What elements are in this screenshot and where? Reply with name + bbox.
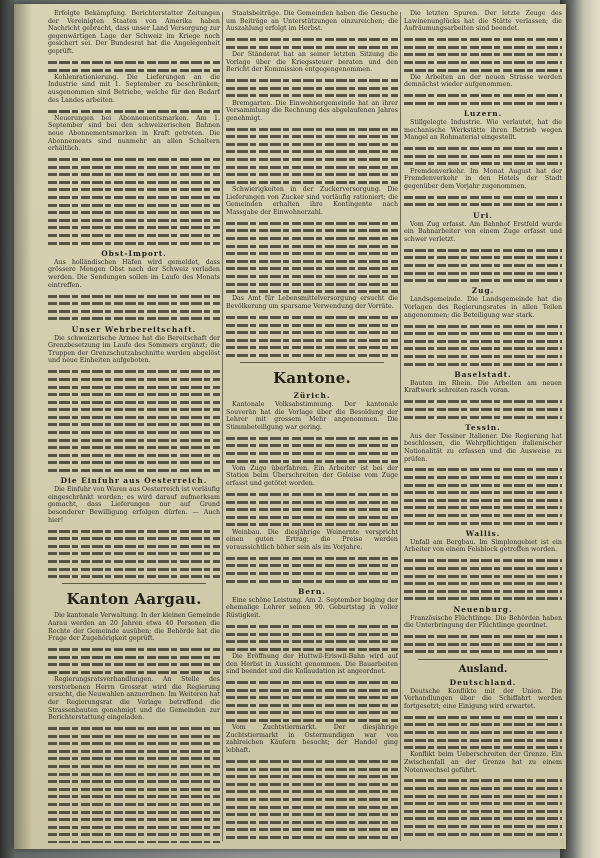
filler <box>226 679 398 687</box>
filler <box>48 573 220 581</box>
filler <box>226 257 398 265</box>
filler <box>226 273 398 281</box>
article-paragraph: Die schweizerische Armee hat die Bereitschaft der Grenzbesetzung im Laufe des Sommers ergänzt; die Truppen der Grenzschutzabschnitte werden abgelöst und neue Einheiten aufgeboten. <box>48 334 220 365</box>
filler <box>404 713 562 721</box>
filler <box>404 633 562 641</box>
filler <box>404 736 562 744</box>
filler <box>404 474 562 482</box>
filler <box>226 702 398 710</box>
section-title: Uri. <box>473 210 493 220</box>
filler <box>404 489 562 497</box>
filler <box>404 254 562 262</box>
article-paragraph: Bremgarten. Die Einwohnergemeinde hat an ihrer Versammlung die Rechnung des abgelaufenen Jahres genehmigt. <box>226 99 398 122</box>
filler <box>226 773 398 781</box>
filler <box>226 84 398 92</box>
filler <box>226 570 398 578</box>
sub-heading: Zürich. <box>293 391 331 401</box>
filler <box>48 201 220 209</box>
filler <box>404 572 562 580</box>
filler <box>48 436 220 444</box>
article-paragraph: Weinbau. Die diesjährige Weinernte verspricht einen guten Ertrag; die Preise werden voraussichtlich höher sein als im Vorjahre. <box>226 528 398 551</box>
filler <box>48 398 220 406</box>
filler <box>226 235 398 243</box>
filler <box>404 193 562 201</box>
filler <box>404 246 562 254</box>
filler <box>226 288 398 296</box>
filler <box>404 51 562 59</box>
article-paragraph: Die kantonale Verwaltung. In der kleinen Gemeinde Aarau werden an 20 Jahren etwa 40 Personen die Rechte der Gemeinde ausüben; die Behörde hat die Frage der Zugehörigkeit geprüft. <box>48 612 220 643</box>
filler <box>48 300 220 308</box>
filler <box>48 793 220 801</box>
filler <box>48 535 220 543</box>
filler <box>48 315 220 323</box>
filler <box>404 66 562 74</box>
article-paragraph: Aus holländischen Häfen wird gemeldet, dass grössere Mengen Obst nach der Schweiz verladen werden. Die Sendungen sollen im Laufe des Monats eintreffen. <box>48 258 220 289</box>
filler <box>48 444 220 452</box>
article-paragraph: Französische Flüchtlinge. Die Behörden haben die Unterbringung der Flüchtlinge geordnet. <box>404 614 562 630</box>
filler <box>226 352 398 360</box>
filler <box>226 219 398 227</box>
article-paragraph: Die Arbeiten an der neuen Strasse werden demnächst wieder aufgenommen. <box>404 73 562 89</box>
filler <box>404 153 562 161</box>
section-title: Obst-Import. <box>101 248 167 258</box>
filler <box>404 721 562 729</box>
article-paragraph: Kantonale Volksabstimmung. Der kantonale Souverän hat die Vorlage über die Besoldung der Lehrer mit grossem Mehr angenommen. Die Stimmbeteiligung war gering. <box>226 401 398 431</box>
filler <box>404 322 562 330</box>
filler <box>48 550 220 558</box>
filler <box>48 66 220 74</box>
article-paragraph: Eine schöne Leistung. Am 2. September beging der ehemalige Lehrer seinen 90. Geburtstag in voller Rüstigkeit. <box>226 596 398 619</box>
filler <box>404 815 562 823</box>
filler <box>226 562 398 570</box>
filler <box>48 740 220 748</box>
filler <box>48 816 220 824</box>
filler <box>226 811 398 819</box>
article-paragraph: Vom Zug erfasst. Am Bahnhof Erstfeld wurde ein Bahnarbeiter von einem Zuge erfasst und schwer verletzt. <box>404 220 562 243</box>
article-paragraph: Vom Zuchtstiermarkt. Der diesjährige Zuchtstiermarkt in Ostermundigen war von zahlreichen Käufern besucht; der Handel ging lebhaft. <box>226 724 398 755</box>
filler <box>226 506 398 514</box>
filler <box>48 59 220 67</box>
section-title: Baselstadt. <box>454 369 512 379</box>
filler <box>404 330 562 338</box>
filler <box>404 360 562 368</box>
filler <box>404 557 562 565</box>
filler <box>48 669 220 677</box>
filler <box>48 391 220 399</box>
filler <box>226 818 398 826</box>
filler <box>226 314 398 322</box>
filler <box>48 376 220 384</box>
filler <box>48 725 220 733</box>
filler <box>226 630 398 638</box>
filler <box>48 307 220 315</box>
filler <box>226 765 398 773</box>
binding-shadow <box>0 0 14 858</box>
filler <box>404 398 562 406</box>
article-paragraph: Konflikt beim Ueberschreiten der Grenze. Ein Zwischenfall an der Grenze hat zu einem Notenwechsel geführt. <box>404 751 562 774</box>
article-paragraph: Bauten im Rhein. Die Arbeiten am neuen Kraftwerk schreiten rasch voran. <box>404 379 562 395</box>
filler <box>226 435 398 443</box>
filler <box>48 785 220 793</box>
filler <box>226 163 398 171</box>
filler <box>404 580 562 588</box>
article-paragraph: Landsgemeinde. Die Landsgemeinde hat die Vorlagen des Regierungsrates in allen Teilen angenommen; die Beteiligung war stark. <box>404 296 562 319</box>
column-rule <box>400 12 401 841</box>
filler <box>404 43 562 51</box>
filler <box>404 512 562 520</box>
filler <box>226 834 398 842</box>
filler <box>226 336 398 344</box>
filler <box>48 747 220 755</box>
filler <box>48 661 220 669</box>
filler <box>48 216 220 224</box>
column-rule <box>222 12 223 841</box>
article-paragraph: Die Einfuhr von Waren aus Oesterreich ist vorläufig eingeschränkt worden; es wird darauf aufmerksam gemacht, dass Lieferungen nur auf Grund besonderer Bewilligung erfolgen dürfen. — Auch hier! <box>48 486 220 524</box>
filler <box>48 239 220 247</box>
section-title: Neuenburg. <box>453 604 513 614</box>
filler <box>226 521 398 529</box>
filler <box>226 36 398 44</box>
section-title: Tessin. <box>465 422 501 432</box>
filler <box>226 796 398 804</box>
filler <box>226 329 398 337</box>
filler <box>226 141 398 149</box>
filler <box>226 77 398 85</box>
filler <box>226 450 398 458</box>
filler <box>226 125 398 133</box>
filler <box>226 442 398 450</box>
filler <box>404 595 562 603</box>
filler <box>404 92 562 100</box>
filler <box>226 577 398 585</box>
article-paragraph: Staatsbeiträge. Die Gemeinden haben die Gesuche um Beiträge an Unterstützungen einzureichen; die Auszahlung erfolgt im Herbst. <box>226 10 398 33</box>
filler <box>404 269 562 277</box>
article-paragraph: Fremdenverkehr. Im Monat August hat der Fremdenverkehr in den Hotels der Stadt gegenüber dem Vorjahr zugenommen. <box>404 167 562 190</box>
article-paragraph: Die letzten Spuren. Der letzte Zeuge des Lawinenunglücks hat die Stätte verlassen; die Aufräumungsarbeiten sind beendet. <box>404 10 562 33</box>
filler <box>226 227 398 235</box>
filler <box>48 732 220 740</box>
article-paragraph: Vom Zuge überfahren. Ein Arbeiter ist bei der Station beim Überschreiten der Geleise vom Zuge erfasst und getötet worden. <box>226 464 398 488</box>
filler <box>48 429 220 437</box>
filler <box>226 43 398 51</box>
article-paragraph: Aus der Tessiner Italiener. Die Regierung hat beschlossen, die Wehrpflichtigen italienischer Nationalität zu erfassen und die Ausweise zu prüfen. <box>404 432 562 463</box>
article-paragraph: Der Ständerat hat an seiner letzten Sitzung die Vorlage über die Kriegssteuer beraten und den Bericht der Kommission entgegengenommen. <box>226 50 398 74</box>
filler <box>48 755 220 763</box>
filler <box>404 830 562 838</box>
canton-heading: Kanton Aargau. <box>66 590 202 609</box>
filler <box>226 250 398 258</box>
section-title: Unser Wehrbereitschaft. <box>71 324 197 334</box>
filler <box>404 729 562 737</box>
filler <box>404 277 562 285</box>
filler <box>226 171 398 179</box>
filler <box>48 770 220 778</box>
filler <box>404 262 562 270</box>
filler <box>48 558 220 566</box>
book-edge <box>560 0 600 858</box>
filler <box>226 826 398 834</box>
filler <box>226 265 398 273</box>
filler <box>226 156 398 164</box>
article-paragraph: Deutsche Konflikte mit der Union. Die Verhandlungen über die Schiffahrt werden fortgesetzt; eine Einigung wird erwartet. <box>404 687 562 710</box>
article-paragraph: Stillgelegte Industrie. Wie verlautet, hat die mechanische Werkstätte ihren Betrieb wegen Mangel an Rohmaterial eingestellt. <box>404 119 562 142</box>
article-paragraph: Unfall am Bergbau. Im Simplongebiet ist ein Arbeiter von einem Felsblock getroffen worden. <box>404 538 562 554</box>
filler <box>48 808 220 816</box>
filler <box>226 638 398 646</box>
filler <box>404 792 562 800</box>
article-paragraph: Die Eröffnung der Huttwil-Eriswil-Bahn wird auf den Herbst in Aussicht genommen. Die Bauarbeiten sind beendet und die Kollaudation ist angeordnet. <box>226 652 398 676</box>
filler <box>48 186 220 194</box>
filler <box>404 59 562 67</box>
filler <box>48 163 220 171</box>
filler <box>404 481 562 489</box>
filler <box>404 496 562 504</box>
filler <box>226 321 398 329</box>
filler <box>48 542 220 550</box>
filler <box>48 527 220 535</box>
filler <box>404 36 562 44</box>
newspaper-page <box>14 4 566 849</box>
filler <box>48 565 220 573</box>
filler <box>48 831 220 839</box>
filler <box>48 194 220 202</box>
filler <box>48 368 220 376</box>
filler <box>226 133 398 141</box>
filler <box>404 504 562 512</box>
filler <box>226 148 398 156</box>
filler <box>404 648 562 656</box>
filler <box>48 156 220 164</box>
filler <box>226 717 398 725</box>
filler <box>404 640 562 648</box>
filler <box>226 623 398 631</box>
filler <box>226 841 398 843</box>
column-2 <box>226 10 398 843</box>
article-paragraph: Das Amt für Lebensmittelversorgung ersucht die Bevölkerung um sparsame Verwendung der Vorräte. <box>226 295 398 310</box>
filler <box>226 457 398 465</box>
filler <box>226 491 398 499</box>
filler <box>48 171 220 179</box>
filler <box>48 292 220 300</box>
divider <box>418 659 548 660</box>
filler <box>226 694 398 702</box>
filler <box>48 763 220 771</box>
filler <box>48 801 220 809</box>
filler <box>404 201 562 209</box>
abroad-heading: Ausland. <box>458 663 508 675</box>
filler <box>48 414 220 422</box>
filler <box>48 778 220 786</box>
filler <box>404 353 562 361</box>
filler <box>404 413 562 421</box>
section-title: Zug. <box>471 286 495 296</box>
filler <box>48 653 220 661</box>
filler <box>226 758 398 766</box>
filler <box>48 232 220 240</box>
filler <box>404 777 562 785</box>
filler <box>226 780 398 788</box>
filler <box>226 280 398 288</box>
column-1 <box>48 10 220 843</box>
section-title: Luzern. <box>463 109 503 119</box>
filler <box>404 744 562 752</box>
filler <box>404 823 562 831</box>
filler <box>48 451 220 459</box>
article-paragraph: Erfolgte Bekämpfung. Berichterstatter Zeitungen der Vereinigten Staaten von Amerika haben Nachricht gebracht, dass unser Land Versorgung zur gegenwärtigen Lage der Schweiz im Kriege noch gesichert sei. Der Bundesrat hat die Angelegenheit geprüft. <box>48 10 220 55</box>
section-title: Die Einfuhr aus Oesterreich. <box>60 476 208 486</box>
divider <box>240 362 384 363</box>
sub-heading: Deutschland. <box>449 677 517 687</box>
filler <box>48 406 220 414</box>
filler <box>226 803 398 811</box>
section-title: Wallis. <box>465 528 501 538</box>
filler <box>226 498 398 506</box>
filler <box>404 145 562 153</box>
article-paragraph: Neuerungen bei Abonnementsmarken. Am 1. September sind bei den schweizerischen Bahnen neue Abonnementsmarken in Kraft getreten. Die Abonnements sind nunmehr an allen Schaltern erhältlich. <box>48 114 220 153</box>
filler <box>48 646 220 654</box>
filler <box>48 459 220 467</box>
sub-heading: Bern. <box>298 586 326 596</box>
article-paragraph: Kohlenrationierung. Die Lieferungen an die Industrie sind mit 1. September zu beschränken; ausgenommen sind Betriebe, welche für den Bedarf des Landes arbeiten. <box>48 73 220 104</box>
article-paragraph: Regierungsratsverhandlungen. An Stelle des verstorbenen Herrn Grossrat wird die Regierung ersucht, die Neuwahlen anzuordnen. Im Weiteren hat der Regierungsrat die Vorlage betreffend die Strassenbauten genehmigt und die Gemeinden zur Berichterstattung eingeladen. <box>48 676 220 722</box>
filler <box>404 100 562 108</box>
filler <box>404 785 562 793</box>
filler <box>48 224 220 232</box>
filler <box>48 178 220 186</box>
filler <box>226 344 398 352</box>
filler <box>226 645 398 653</box>
filler <box>404 800 562 808</box>
filler <box>226 178 398 186</box>
filler <box>226 513 398 521</box>
filler <box>48 421 220 429</box>
filler <box>226 788 398 796</box>
filler <box>404 406 562 414</box>
filler <box>226 686 398 694</box>
filler <box>48 839 220 843</box>
filler <box>404 807 562 815</box>
filler <box>48 823 220 831</box>
filler <box>404 160 562 168</box>
filler <box>404 587 562 595</box>
filler <box>404 345 562 353</box>
column-3 <box>404 10 562 843</box>
filler <box>48 209 220 217</box>
divider <box>62 583 206 584</box>
article-paragraph: Schwierigkeiten in der Zuckerversorgung. Die Lieferungen von Zucker sind vorläufig rationiert; die Gemeinden erhalten ihre Kontingente nach Massgabe der Einwohnerzahl. <box>226 186 398 216</box>
filler <box>404 337 562 345</box>
filler <box>48 467 220 475</box>
canton-heading: Kantone. <box>273 369 351 388</box>
filler <box>226 554 398 562</box>
filler <box>48 107 220 115</box>
filler <box>226 92 398 100</box>
filler <box>48 383 220 391</box>
filler <box>404 466 562 474</box>
filler <box>404 519 562 527</box>
filler <box>226 709 398 717</box>
filler <box>404 565 562 573</box>
filler <box>226 242 398 250</box>
